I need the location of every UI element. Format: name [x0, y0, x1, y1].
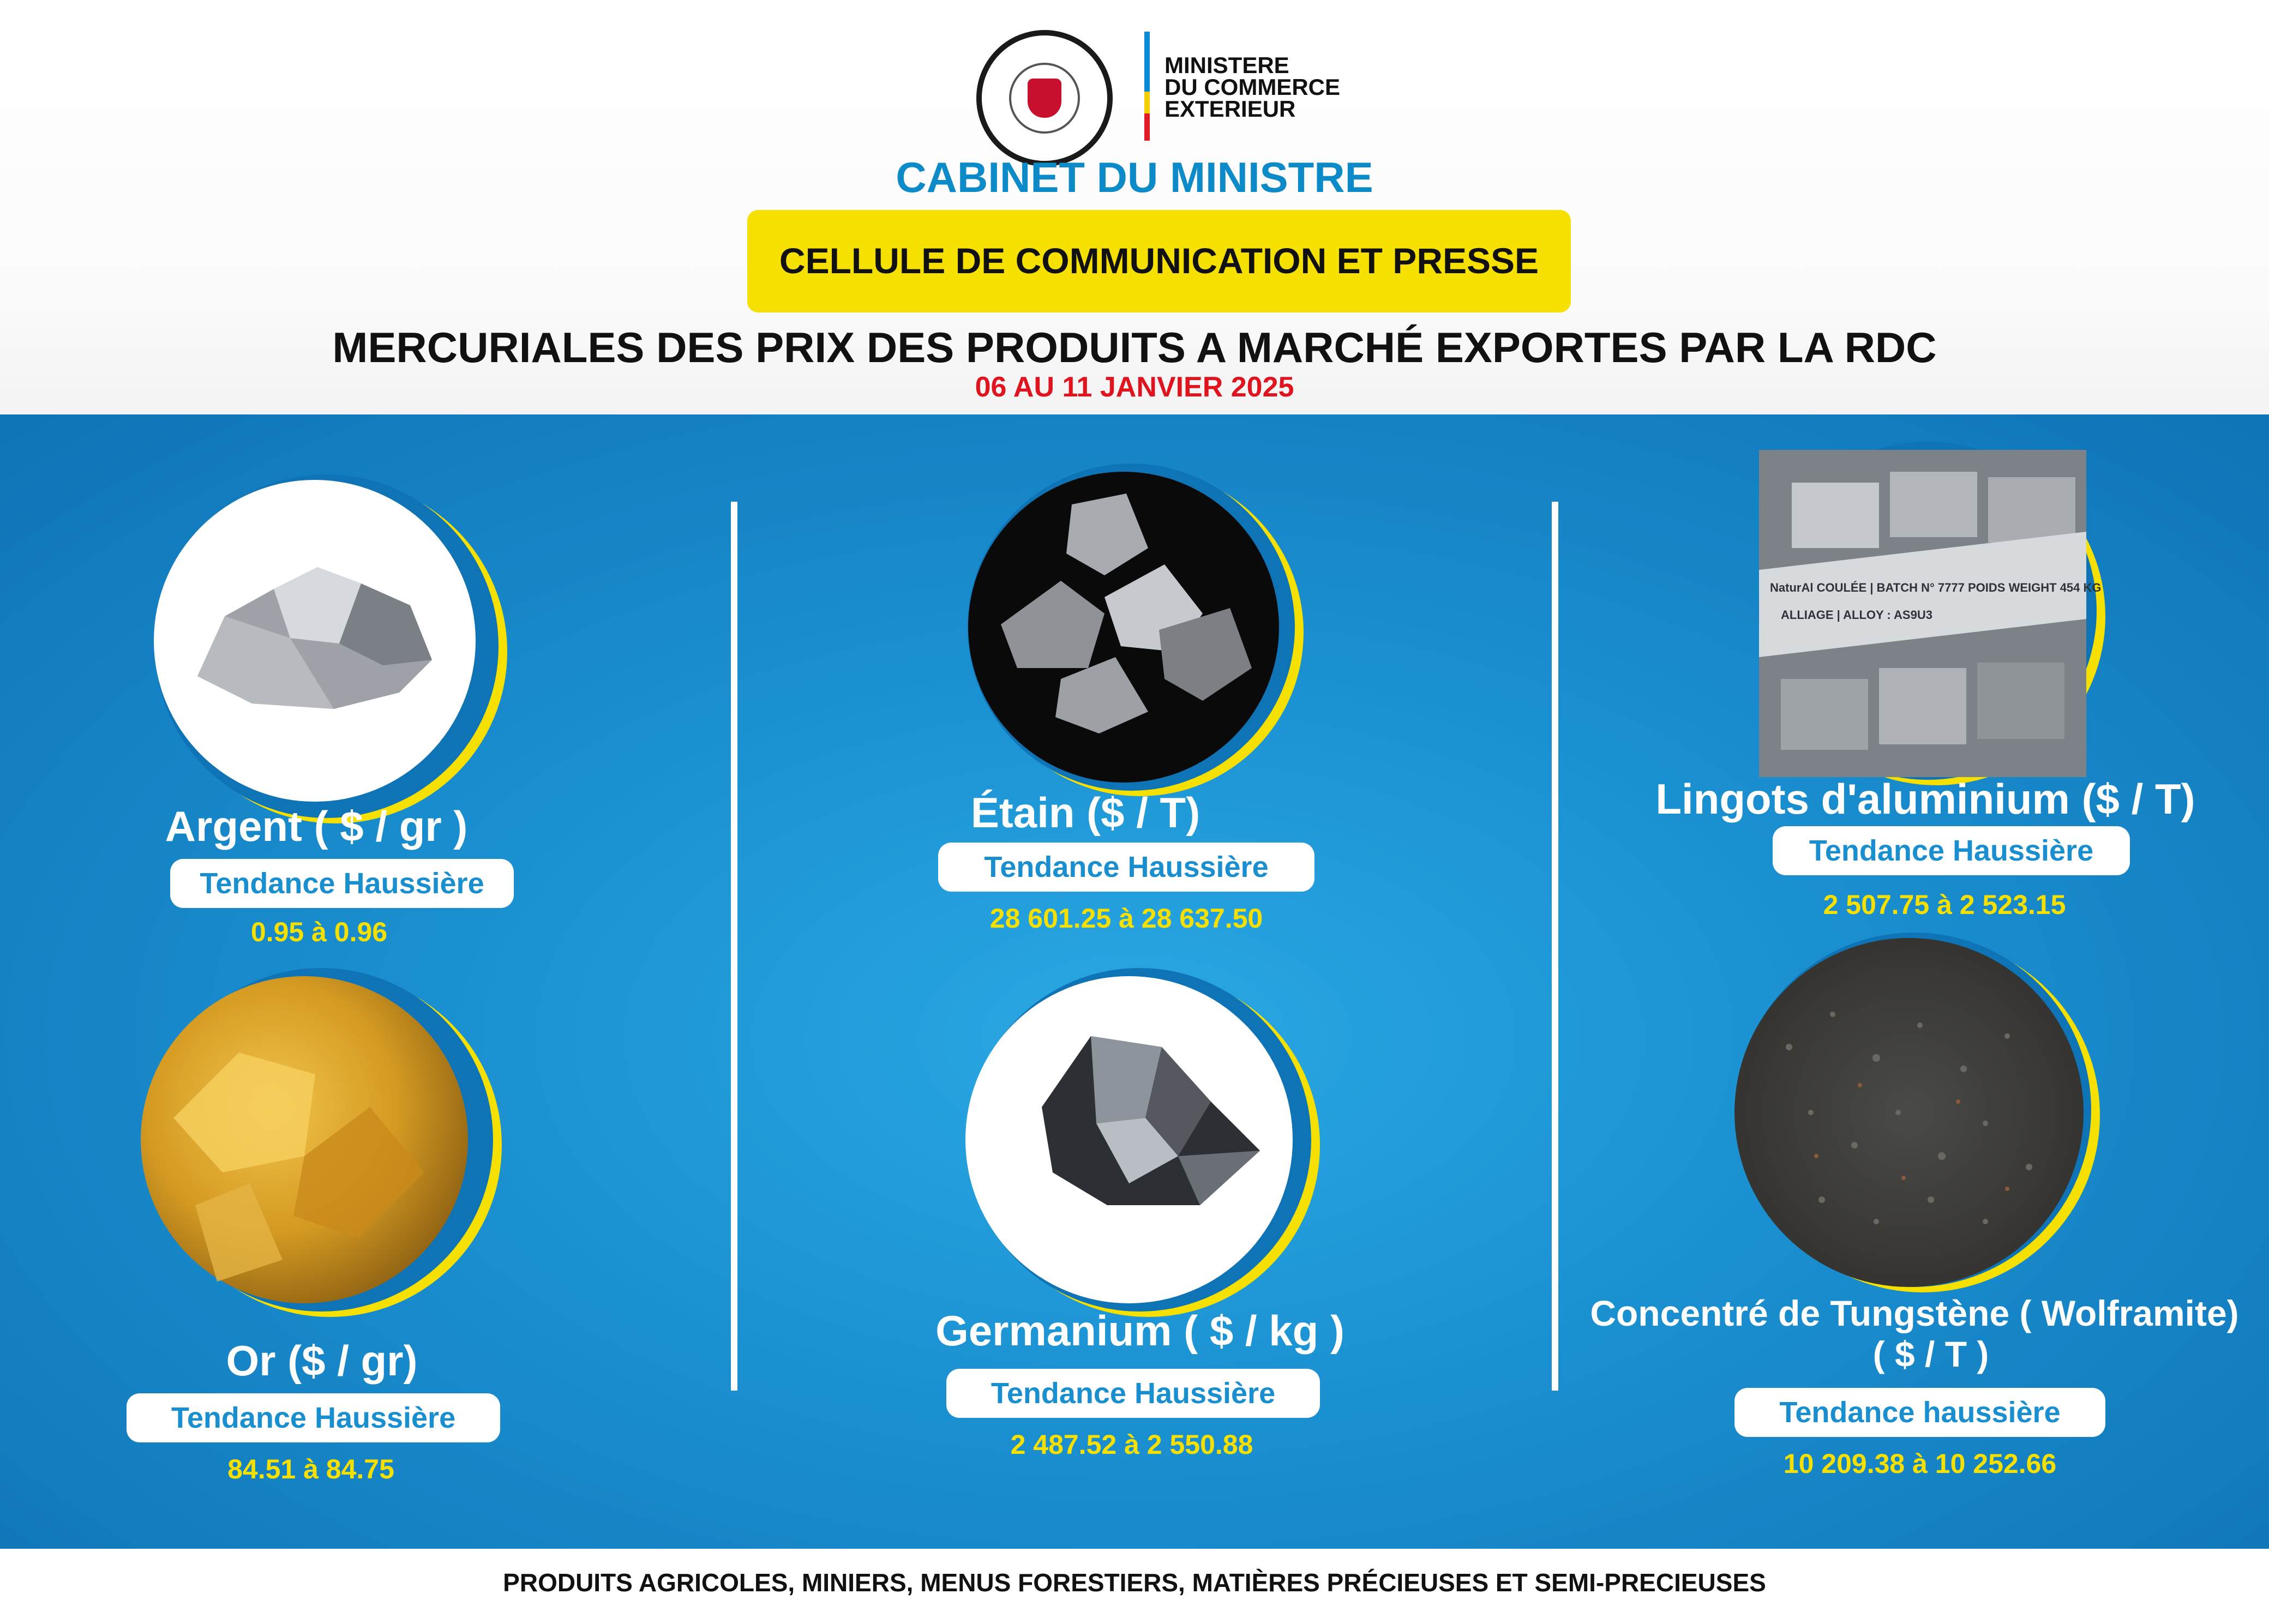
coat-of-arms-icon: [1009, 63, 1080, 134]
government-seal: [976, 30, 1113, 166]
product-name-silver: Argent ( $ / gr ): [165, 802, 468, 850]
ingot-stamp: [1770, 581, 2102, 595]
page-title: MERCURIALES DES PRIX DES PRODUITS A MARCHÉ EXPORTES PAR LA RDC: [332, 323, 1937, 371]
trend-badge-silver: Tendance Haussière: [170, 859, 514, 908]
ingot-weight-label: POIDS WEIGHT: [1968, 581, 2057, 594]
ministry-line: DU COMMERCE: [1164, 74, 1340, 100]
product-name-germanium: Germanium ( $ / kg ): [935, 1307, 1344, 1355]
price-range-tin: 28 601.25 à 28 637.50: [989, 903, 1263, 934]
ingot-weight: 454: [2060, 581, 2080, 594]
gold-nugget-icon: [141, 976, 468, 1303]
cellule-text: CELLULE DE COMMUNICATION ET PRESSE: [779, 240, 1539, 281]
product-name-gold: Or ($ / gr): [226, 1337, 418, 1385]
date-range: 06 AU 11 JANVIER 2025: [975, 371, 1294, 403]
ministry-line: EXTERIEUR: [1164, 96, 1296, 122]
tungsten-concentrate-icon: [1734, 938, 2084, 1287]
footer-text: PRODUITS AGRICOLES, MINIERS, MENUS FORESTIERS, MATIÈRES PRÉCIEUSES ET SEMI-PRECIEUSES: [503, 1568, 1766, 1597]
price-range-germanium: 2 487.52 à 2 550.88: [1010, 1429, 1253, 1460]
cellule-banner: [747, 210, 1571, 312]
ministry-name: [1164, 52, 1394, 122]
header: [0, 0, 2269, 414]
price-range-aluminium: 2 507.75 à 2 523.15: [1823, 889, 2066, 920]
ingot-alloy-label: ALLIAGE | ALLOY :: [1781, 608, 1891, 622]
price-range-silver: 0.95 à 0.96: [250, 917, 388, 947]
product-name-aluminium: Lingots d'aluminium ($ / T): [1655, 775, 2195, 823]
silver-ore-icon: [154, 480, 476, 802]
silver-ore-shape: [154, 480, 476, 802]
gold-nugget-shape: [141, 976, 468, 1303]
ingot-alloy-value: AS9U3: [1894, 608, 1932, 622]
tungsten-grains: [1734, 938, 2084, 1287]
ingot-batch-label: COULÉE | BATCH N°: [1816, 581, 1935, 594]
trend-badge-gold: Tendance Haussière: [127, 1393, 500, 1442]
ingot-unit: KG: [2083, 581, 2102, 594]
ingot-brand: NaturAl: [1770, 581, 1814, 594]
footer: [0, 1549, 2269, 1624]
tin-ore-shape: [968, 472, 1279, 783]
shield-icon: [1028, 79, 1061, 118]
trend-badge-aluminium: Tendance Haussière: [1773, 826, 2130, 875]
product-unit-tungsten: ( $ / T ): [1872, 1334, 1989, 1374]
trend-badge-tungsten: Tendance haussière: [1734, 1388, 2105, 1437]
ingot-batch: 7777: [1937, 581, 1965, 594]
cabinet-title: CABINET DU MINISTRE: [896, 153, 1373, 201]
trend-badge-tin: Tendance Haussière: [938, 843, 1314, 892]
germanium-crystal-icon: [965, 976, 1293, 1303]
price-range-gold: 84.51 à 84.75: [227, 1454, 394, 1484]
tin-ore-icon: [968, 472, 1279, 783]
ingot-alloy: [1781, 608, 1932, 622]
flag-divider: [1144, 32, 1150, 141]
product-name-tungsten: Concentré de Tungstène ( Wolframite): [1590, 1293, 2239, 1333]
price-range-tungsten: 10 209.38 à 10 252.66: [1783, 1448, 2057, 1479]
column-divider: [1552, 502, 1558, 1391]
column-divider: [731, 502, 737, 1391]
germanium-shape: [965, 976, 1293, 1303]
trend-badge-germanium: Tendance Haussière: [946, 1369, 1320, 1418]
aluminium-ingots-icon: [1759, 450, 2102, 777]
ministry-line: MINISTERE: [1164, 52, 1289, 78]
product-name-tin: Étain ($ / T): [970, 789, 1200, 837]
